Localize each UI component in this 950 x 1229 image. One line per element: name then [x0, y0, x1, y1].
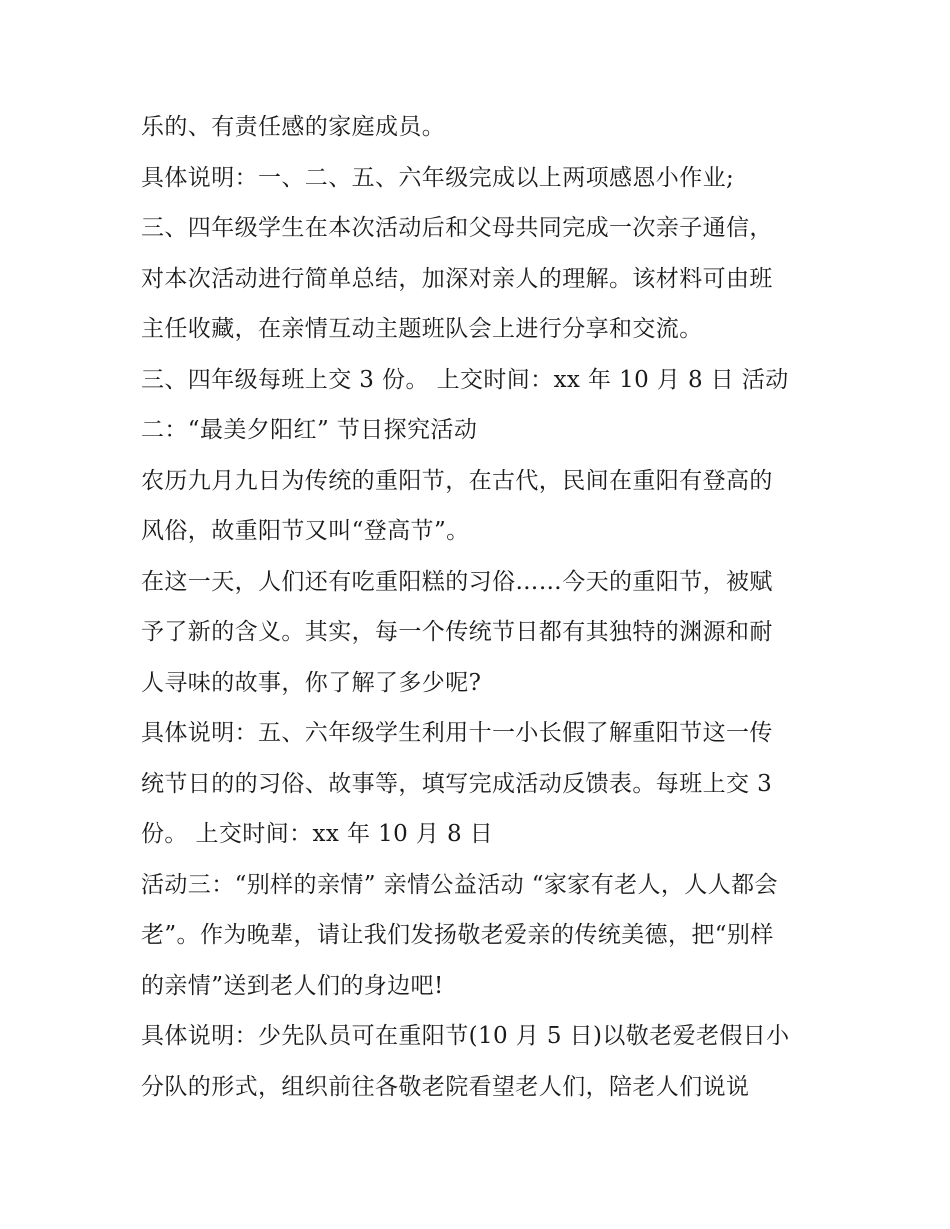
- text-line: 农历九月九日为传统的重阳节，在古代，民间在重阳有登高的: [141, 467, 773, 494]
- text-line: 人寻味的故事，你了解了多少呢?: [141, 669, 482, 696]
- text-line: 具体说明：一、二、五、六年级完成以上两项感恩小作业;: [141, 164, 735, 191]
- text-line: 分队的形式，组织前往各敬老院看望老人们，陪老人们说说: [141, 1073, 750, 1100]
- text-line: 对本次活动进行简单总结，加深对亲人的理解。该材料可由班: [141, 265, 773, 292]
- text-line: 具体说明：少先队员可在重阳节(10 月 5 日)以敬老爱老假日小: [141, 1023, 790, 1049]
- text-line: 予了新的含义。其实，每一个传统节日都有其独特的渊源和耐: [141, 619, 773, 645]
- text-line: 活动三：“别样的亲情” 亲情公益活动 “家家有老人，人人都会: [141, 871, 778, 898]
- text-line: 乐的、有责任感的家庭成员。: [141, 114, 446, 140]
- text-line: 在这一天，人们还有吃重阳糕的习俗……今天的重阳节，被赋: [141, 568, 773, 595]
- document-text-block: [141, 102, 821, 1112]
- text-line: 具体说明：五、六年级学生利用十一小长假了解重阳节这一传: [141, 720, 773, 746]
- text-line: 风俗，故重阳节又叫“登高节”。: [141, 518, 470, 544]
- text-line: 老”。作为晚辈，请让我们发扬敬老爱亲的传统美德，把“别样: [141, 922, 774, 948]
- text-line: 三、四年级学生在本次活动后和父母共同完成一次亲子通信，: [141, 215, 773, 241]
- text-line: 主任收藏，在亲情互动主题班队会上进行分享和交流。: [141, 316, 703, 342]
- text-line: 二：“最美夕阳红” 节日探究活动: [141, 417, 478, 443]
- text-line: 统节日的的习俗、故事等，填写完成活动反馈表。每班上交 3: [141, 770, 773, 797]
- text-line: 份。 上交时间：xx 年 10 月 8 日: [141, 821, 494, 847]
- text-line: 三、四年级每班上交 3 份。 上交时间：xx 年 10 月 8 日 活动: [141, 366, 789, 393]
- text-line: 的亲情”送到老人们的身边吧!: [141, 972, 444, 999]
